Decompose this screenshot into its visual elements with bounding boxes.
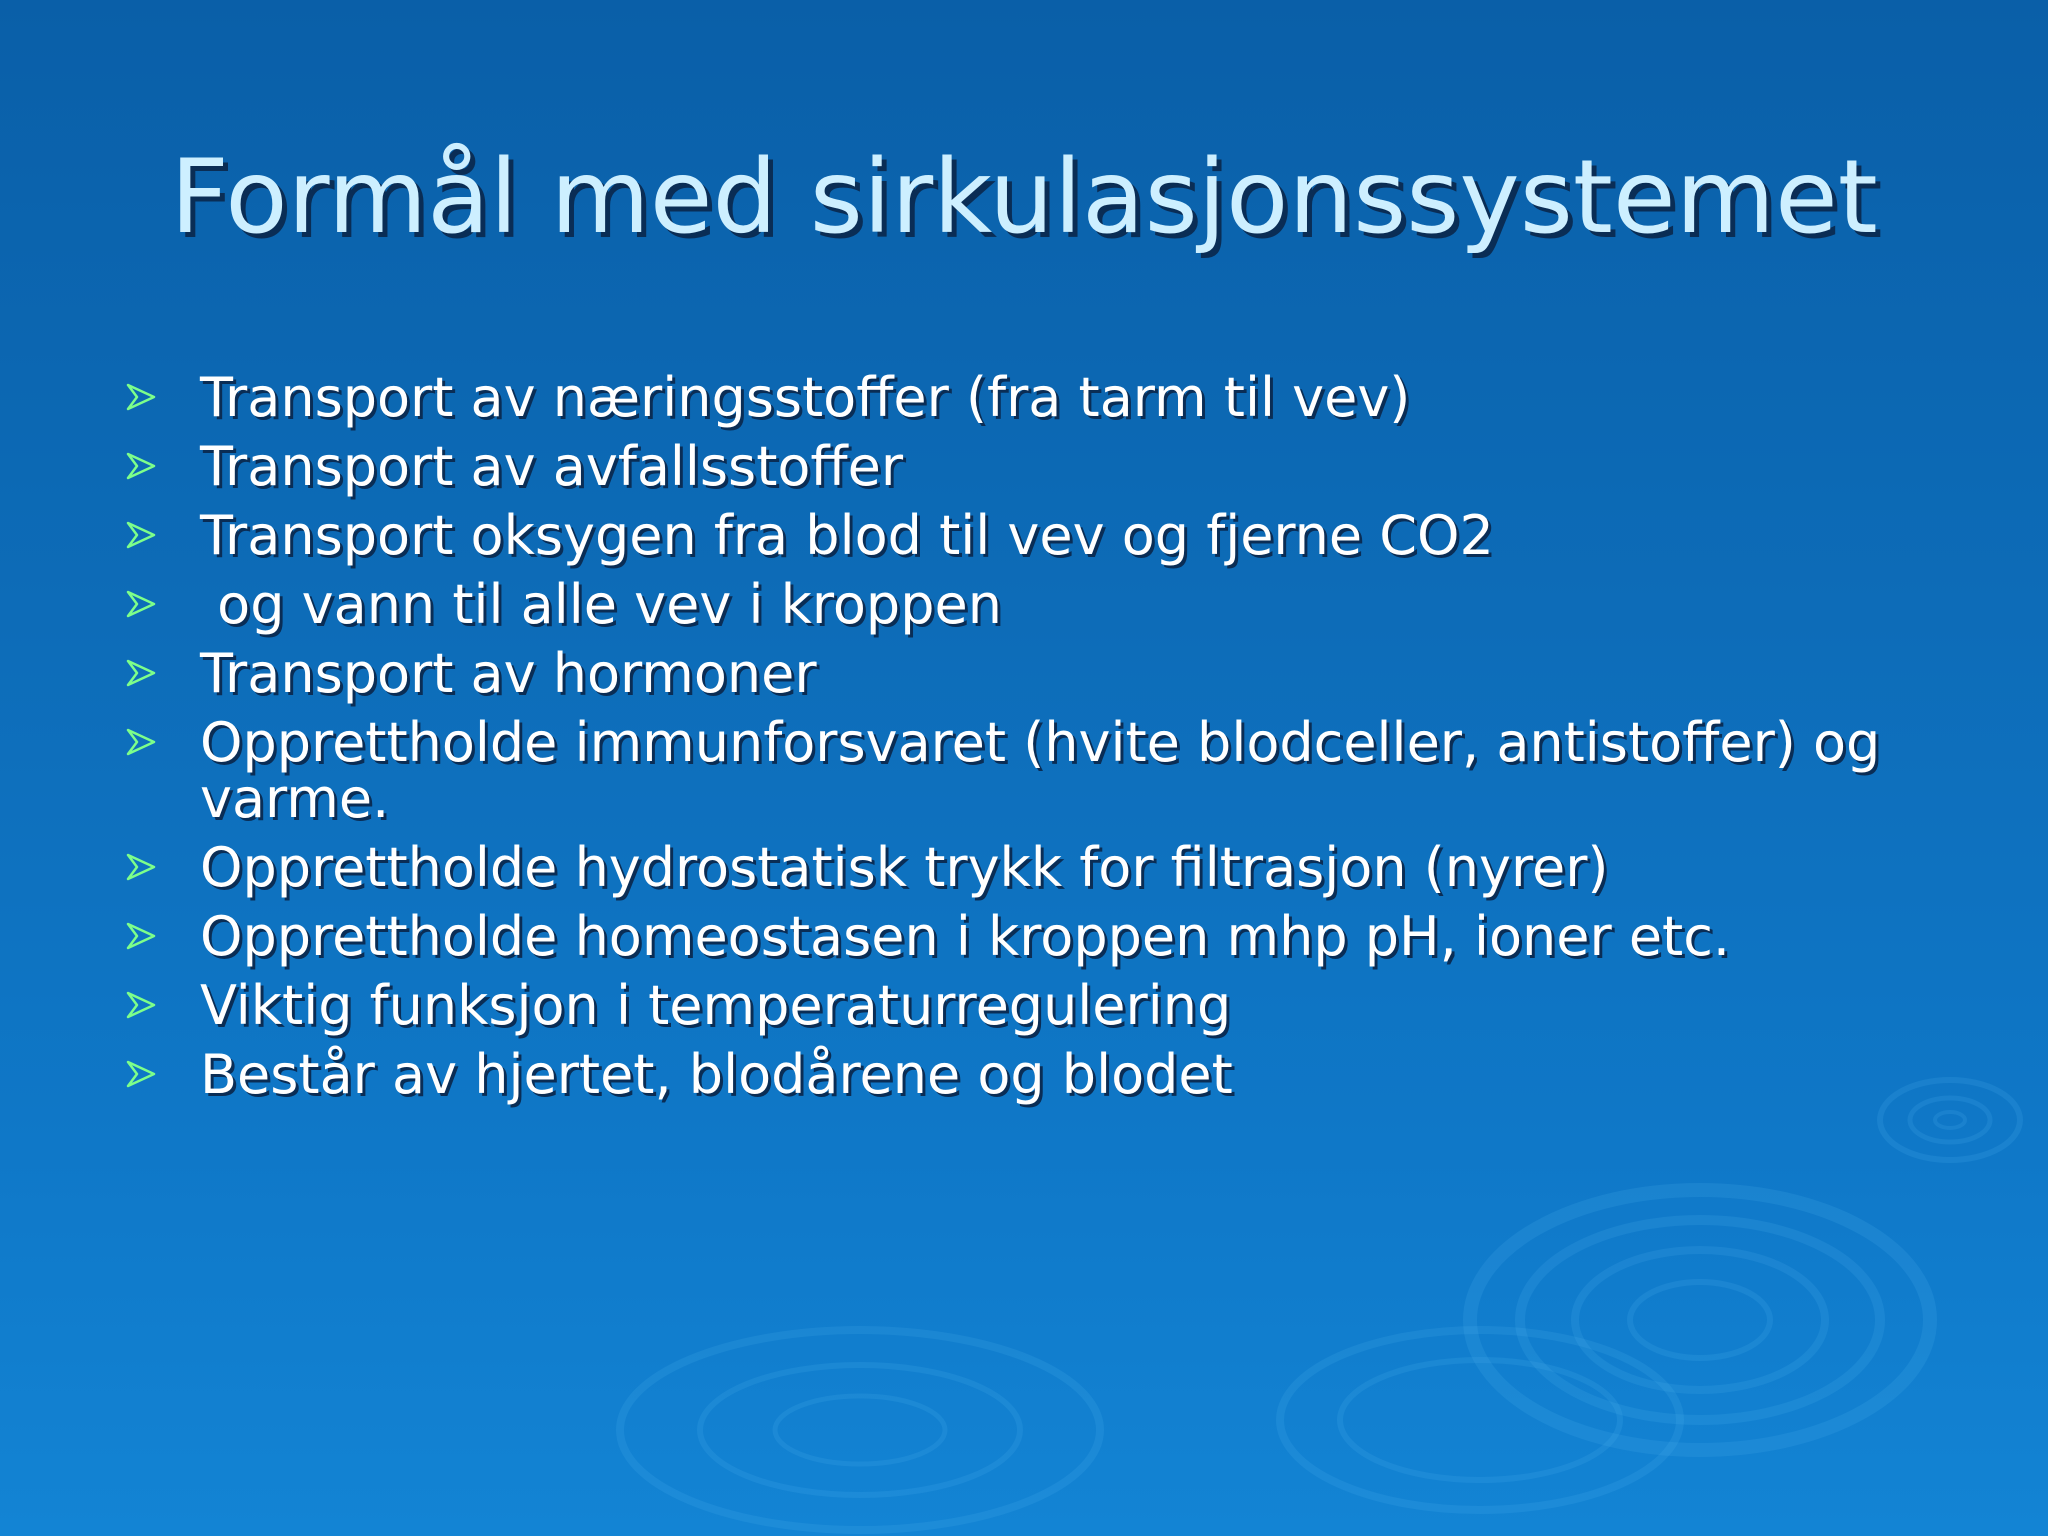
- bullet-item: [124, 642, 2004, 705]
- bullet-item: [124, 905, 2004, 968]
- bullet-text: Opprettholde hydrostatisk trykk for filtrasjon (nyrer): [200, 836, 1609, 899]
- bullet-item: [124, 974, 2004, 1037]
- bullet-text: og vann til alle vev i kroppen: [200, 573, 1002, 636]
- bullet-text: Transport av avfallsstoffer: [200, 435, 904, 498]
- chevron-right-icon: [124, 449, 158, 483]
- chevron-right-icon: [124, 850, 158, 884]
- bullet-item: [124, 435, 2004, 498]
- bullet-item: [124, 573, 2004, 636]
- bullet-text: Viktig funksjon i temperaturregulering: [200, 974, 1232, 1037]
- chevron-right-icon: [124, 1057, 158, 1091]
- bullet-text: Transport av hormoner: [200, 642, 817, 705]
- bullet-text: Opprettholde immunforsvaret (hvite blodceller, antistoffer) og varme.: [200, 711, 1898, 830]
- bullet-text: Består av hjertet, blodårene og blodet: [200, 1043, 1233, 1106]
- bullet-item: [124, 1043, 2004, 1106]
- bullet-text: Opprettholde homeostasen i kroppen mhp pH, ioner etc.: [200, 905, 1731, 968]
- chevron-right-icon: [124, 988, 158, 1022]
- bullet-item: [124, 836, 2004, 899]
- bullet-item: [124, 366, 2004, 429]
- bullet-text: Transport av næringsstoffer (fra tarm til vev): [200, 366, 1411, 429]
- bullet-text: Transport oksygen fra blod til vev og fjerne CO2: [200, 504, 1494, 567]
- bullet-list: [124, 366, 2004, 1116]
- bullet-item: [124, 711, 2004, 830]
- chevron-right-icon: [124, 518, 158, 552]
- chevron-right-icon: [124, 725, 158, 759]
- chevron-right-icon: [124, 380, 158, 414]
- bullet-item: [124, 504, 2004, 567]
- chevron-right-icon: [124, 656, 158, 690]
- chevron-right-icon: [124, 587, 158, 621]
- slide-title: Formål med sirkulasjonssystemet: [170, 138, 1878, 257]
- chevron-right-icon: [124, 919, 158, 953]
